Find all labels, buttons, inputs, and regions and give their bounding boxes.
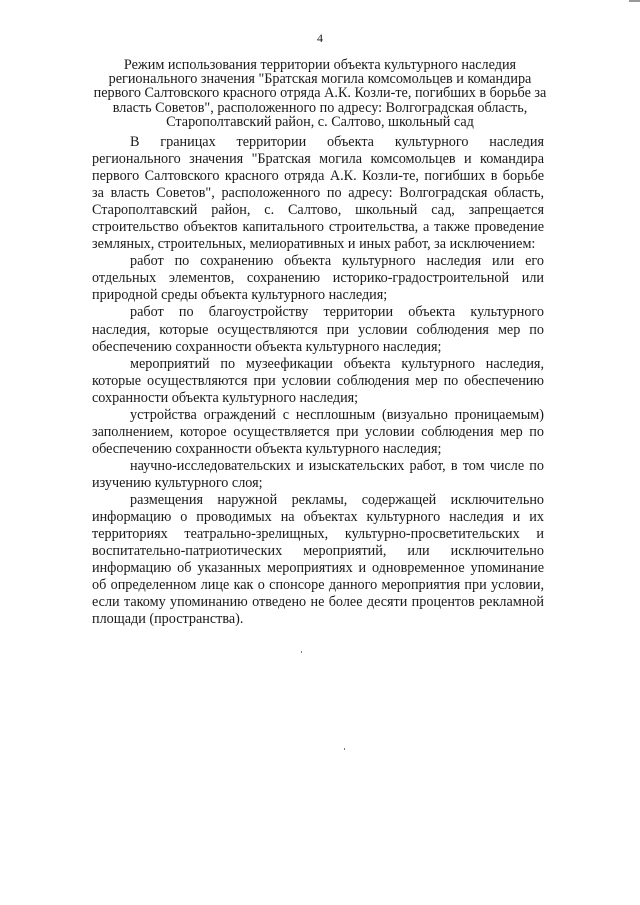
exception-item: устройства ограждений с несплошным (визуально проницаемым) заполнением, которое осуществляется при условии соблюдения мер по обеспечению сохранности объекта культурного наследия; (92, 406, 544, 457)
scan-speck (344, 748, 345, 750)
exception-item: работ по сохранению объекта культурного наследия или его отдельных элементов, сохранению историко-градостроительной или природной среды объекта культурного наследия; (92, 253, 544, 304)
exception-item: научно-исследовательских и изыскательских работ, в том числе по изучению культурного слоя; (92, 457, 544, 491)
page-number: 4 (317, 31, 323, 45)
scan-artifact-mark (629, 0, 640, 2)
exception-item: работ по благоустройству территории объекта культурного наследия, которые осуществляются при условии соблюдения мер по обеспечению сохранности объекта культурного наследия; (92, 304, 544, 355)
exception-item: мероприятий по музеефикации объекта культурного наследия, которые осуществляются при условии соблюдения мер по обеспечению сохранности объекта культурного наследия; (92, 355, 544, 406)
document-body (92, 134, 544, 628)
scan-speck (301, 651, 302, 653)
document-title: Режим использования территории объекта культурного наследия регионального значения "Братская могила комсомольцев и командира первого Салтовского красного отряда А.К. Козли-те, погибших в борьбе за власть Советов", расположенного по адресу: Волгоградская область, Старополтавский район, с. Салтово, школьный сад (93, 57, 547, 130)
exception-item: размещения наружной рекламы, содержащей исключительно информацию о проводимых на объектах культурного наследия и их территориях театрально-зрелищных, культурно-просветительских и воспитательно-патриотических мероприятий, или исключительно информацию об указанных мероприятиях и одновременное упоминание об определенном лице как о спонсоре данного мероприятия при условии, если такому упоминанию отведено не более десяти процентов рекламной площади (пространства). (92, 491, 544, 628)
intro-paragraph: В границах территории объекта культурного наследия регионального значения "Братская могила комсомольцев и командира первого Салтовского красного отряда А.К. Козли-те, погибших в борьбе за власть Советов", расположенного по адресу: Волгоградская область, Старополтавский район, с. Салтово, школьный сад, запрещается строительство объектов капитального строительства, а также проведение земляных, строительных, мелиоративных и иных работ, за исключением: (92, 134, 544, 253)
